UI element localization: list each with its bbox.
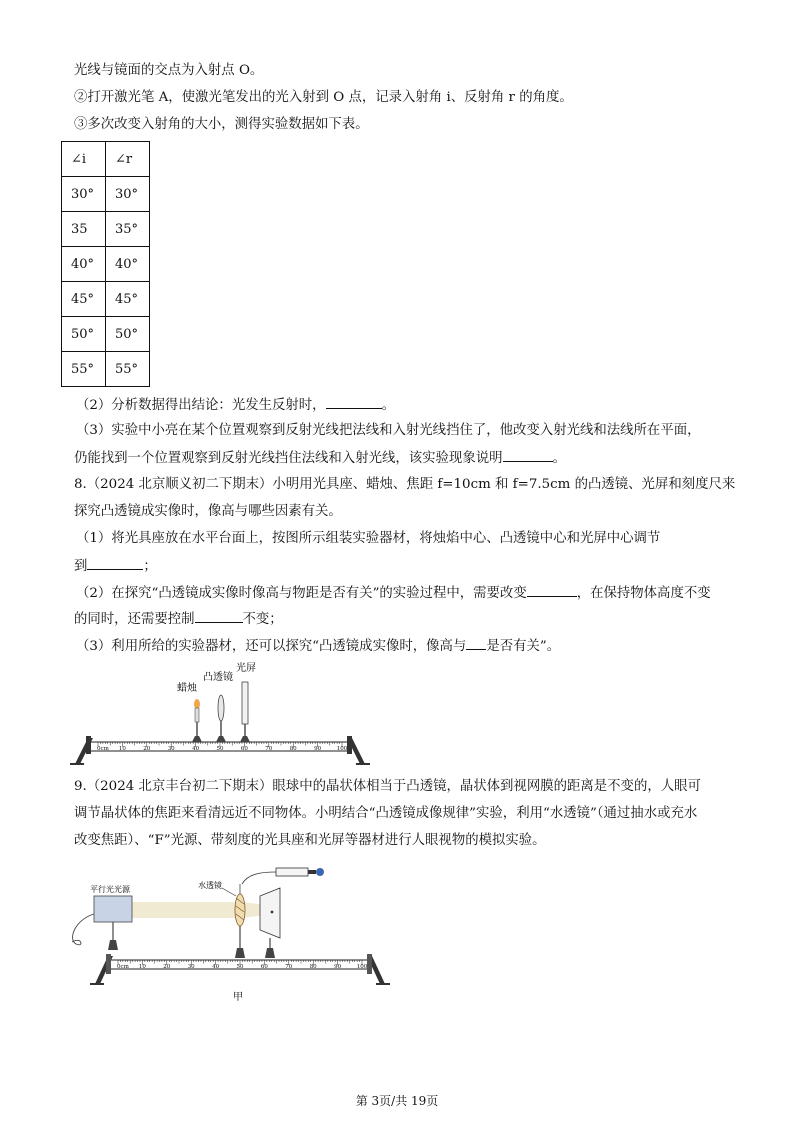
light-source-label: 平行光光源 bbox=[90, 885, 130, 894]
q8-part1-line2 bbox=[74, 557, 157, 576]
intro-line-1: 光线与镜面的交点为入射点 O。 bbox=[74, 63, 264, 78]
scale-tick-label: 90 bbox=[334, 964, 342, 970]
q7-part3-text: 仍能找到一个位置观察到反射光线挡住法线和入射光线，该实验现象说明 bbox=[74, 451, 503, 466]
q8-part3-text-b: 是否有关”。 bbox=[486, 639, 561, 654]
answer-blank[interactable] bbox=[195, 610, 243, 623]
table-row bbox=[62, 177, 150, 212]
table-cell: 30° bbox=[62, 177, 106, 212]
answer-blank[interactable] bbox=[87, 557, 143, 570]
q9-stem-line1: 9.（2024 北京丰台初二下期末）眼球中的晶状体相当于凸透镜，晶状体到视网膜的距离是不变的，人眼可 bbox=[74, 779, 701, 794]
q8-stem-line1: 8.（2024 北京顺义初二下期末）小明用光具座、蜡烛、焦距 f=10cm 和 f=7.5cm 的凸透镜、光屏和刻度尺来 bbox=[74, 477, 736, 492]
scale-tick-label: 40 bbox=[212, 964, 220, 970]
scale-tick-label: 30 bbox=[167, 746, 175, 752]
scale-tick-label: 100 bbox=[336, 746, 348, 752]
candle-label: 蜡烛 bbox=[177, 683, 197, 694]
scale-tick-label: 20 bbox=[143, 746, 151, 752]
q8-part2-line1 bbox=[76, 584, 711, 603]
q8-part2-text-d: 不变； bbox=[242, 612, 283, 627]
scale-tick-label: 80 bbox=[289, 746, 297, 752]
q7-part3-line1: （3）实验中小亮在某个位置观察到反射光线把法线和入射光线挡住了，他改变入射光线和法线所在平面， bbox=[76, 423, 701, 438]
intro-line-3: ③多次改变入射角的大小，测得实验数据如下表。 bbox=[74, 117, 369, 132]
convex-lens-drawing bbox=[216, 695, 226, 742]
table-header-cell: ∠i bbox=[62, 142, 106, 177]
q8-stem-line2: 探究凸透镜成实像时，像高与哪些因素有关。 bbox=[74, 504, 342, 519]
answer-blank[interactable] bbox=[466, 637, 486, 650]
q7-part2 bbox=[76, 396, 395, 415]
q8-part2-text-a: （2）在探究“凸透镜成实像时像高与物距是否有关”的实验过程中，需要改变 bbox=[76, 586, 527, 601]
scale-tick-label: 60 bbox=[240, 746, 248, 752]
table-header-row bbox=[62, 142, 150, 177]
table-cell: 45° bbox=[62, 282, 106, 317]
table-row bbox=[62, 317, 150, 352]
scale-tick-label: 30 bbox=[187, 964, 195, 970]
scale-tick-label: 50 bbox=[216, 746, 224, 752]
screen-label: 光屏 bbox=[236, 663, 256, 674]
table-cell: 30° bbox=[106, 177, 150, 212]
water-lens-drawing bbox=[235, 884, 245, 958]
table-cell: 35° bbox=[106, 212, 150, 247]
answer-blank[interactable] bbox=[326, 396, 382, 409]
answer-blank[interactable] bbox=[503, 449, 553, 462]
eye-model-figure-q9 bbox=[64, 858, 394, 1008]
q8-part2-text-c: 的同时，还需要控制 bbox=[74, 612, 195, 627]
scale-tick-label: 0cm bbox=[97, 746, 109, 752]
table-cell: 45° bbox=[106, 282, 150, 317]
scale-tick-label: 90 bbox=[314, 746, 322, 752]
candle-drawing bbox=[192, 699, 202, 742]
scale-tick-label: 10 bbox=[118, 746, 126, 752]
table-cell: 55° bbox=[62, 352, 106, 387]
q8-part1-text: 到 bbox=[74, 559, 88, 574]
water-lens-label: 水透镜 bbox=[198, 881, 222, 890]
scale-tick-label: 50 bbox=[236, 964, 244, 970]
scale-tick-label: 40 bbox=[192, 746, 200, 752]
angle-data-table bbox=[61, 141, 150, 387]
table-cell: 35 bbox=[62, 212, 106, 247]
q7-part2-end: 。 bbox=[381, 398, 395, 413]
optical-bench-figure-q8 bbox=[70, 660, 370, 770]
table-cell: 50° bbox=[62, 317, 106, 352]
lens-label: 凸透镜 bbox=[203, 672, 233, 683]
q7-part3-line2 bbox=[74, 449, 566, 468]
figure-caption: 甲 bbox=[233, 992, 243, 1003]
q9-stem-line3: 改变焦距）、“F”光源、带刻度的光具座和光屏等器材进行人眼视物的模拟实验。 bbox=[74, 833, 546, 848]
q8-part1-line1: （1）将光具座放在水平台面上，按图所示组装实验器材，将烛焰中心、凸透镜中心和光屏中心调节 bbox=[76, 531, 661, 546]
table-cell: 40° bbox=[106, 247, 150, 282]
scale-tick-label: 100 bbox=[356, 964, 368, 970]
answer-blank[interactable] bbox=[527, 584, 577, 597]
scale-tick-label: 60 bbox=[260, 964, 268, 970]
table-cell: 40° bbox=[62, 247, 106, 282]
scale-tick-label: 0cm bbox=[117, 964, 129, 970]
scale-tick-label: 80 bbox=[309, 964, 317, 970]
scale-tick-label: 10 bbox=[138, 964, 146, 970]
q7-part2-text: （2）分析数据得出结论：光发生反射时， bbox=[76, 398, 326, 413]
table-cell: 50° bbox=[106, 317, 150, 352]
table-row bbox=[62, 352, 150, 387]
scale-tick-label: 70 bbox=[265, 746, 273, 752]
scale-tick-label: 20 bbox=[163, 964, 171, 970]
table-header-cell: ∠r bbox=[106, 142, 150, 177]
q8-part2-line2 bbox=[74, 610, 283, 629]
q9-stem-line2: 调节晶状体的焦距来看清远近不同物体。小明结合“凸透镜成像规律”实验，利用“水透镜”（通过抽水或充水 bbox=[74, 806, 698, 821]
q8-part1-end: ； bbox=[143, 559, 157, 574]
table-cell: 55° bbox=[106, 352, 150, 387]
table-row bbox=[62, 282, 150, 317]
table-row bbox=[62, 212, 150, 247]
table-row bbox=[62, 247, 150, 282]
q8-part3 bbox=[76, 637, 560, 656]
scale-tick-label: 70 bbox=[285, 964, 293, 970]
light-screen-drawing bbox=[240, 682, 250, 742]
intro-line-2: ②打开激光笔 A，使激光笔发出的光入射到 O 点，记录入射角 i、反射角 r 的角度。 bbox=[74, 90, 573, 105]
q8-part3-text-a: （3）利用所给的实验器材，还可以探究“凸透镜成实像时，像高与 bbox=[76, 639, 467, 654]
page-footer: 第 3页/共 19页 bbox=[355, 1094, 439, 1108]
q8-part2-text-b: ，在保持物体高度不变 bbox=[576, 586, 711, 601]
light-screen-drawing bbox=[260, 888, 280, 958]
syringe-icon bbox=[242, 868, 324, 884]
q7-part3-end: 。 bbox=[552, 451, 566, 466]
